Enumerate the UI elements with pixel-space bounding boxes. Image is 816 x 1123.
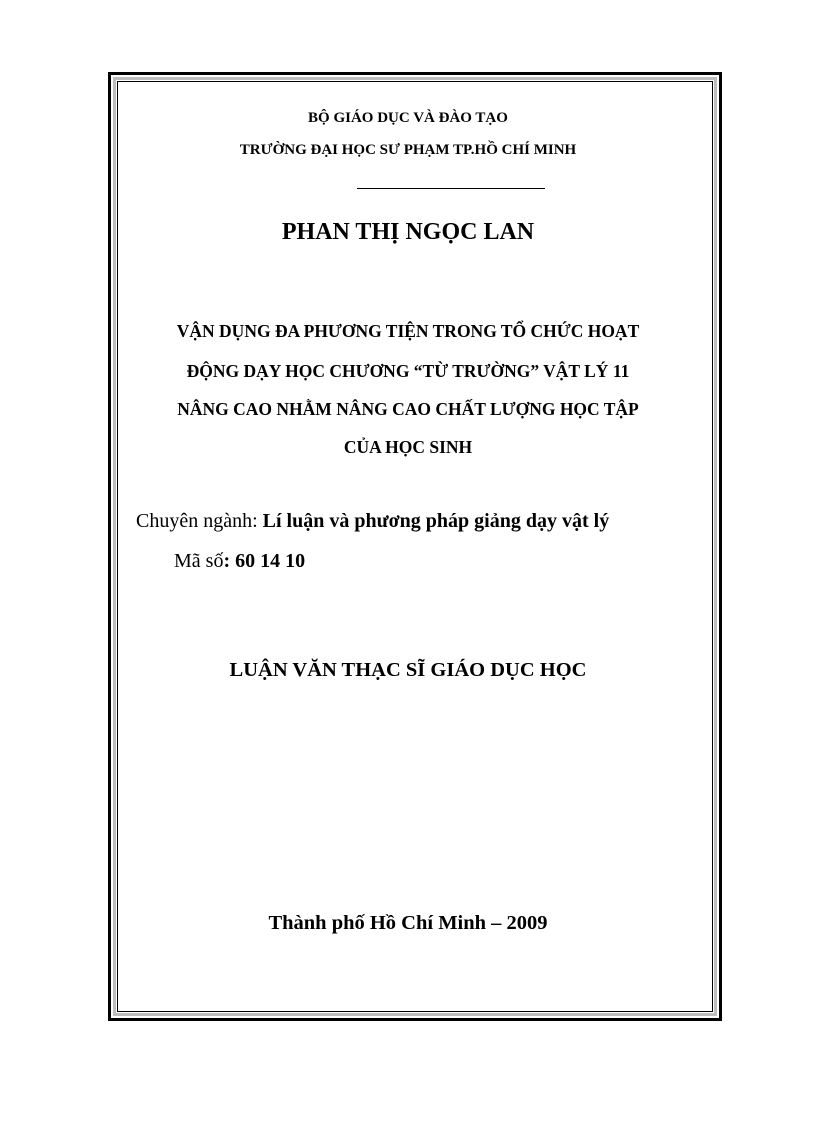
- code-value: : 60 14 10: [223, 550, 306, 572]
- page-border: [108, 72, 722, 1021]
- place-year: Thành phố Hồ Chí Minh – 2009: [268, 912, 548, 934]
- university-heading: TRƯỜNG ĐẠI HỌC SƯ PHẠM TP.HỒ CHÍ MINH: [239, 142, 577, 158]
- ministry-heading: BỘ GIÁO DỤC VÀ ĐÀO TẠO: [308, 110, 508, 126]
- thesis-title-line: NÂNG CAO NHẰM NÂNG CAO CHẤT LƯỢNG HỌC TẬP: [177, 399, 639, 419]
- header-divider: [357, 188, 545, 189]
- specialization-label: Chuyên ngành:: [136, 510, 263, 532]
- specialization-value: Lí luận và phương pháp giảng dạy vật lý: [262, 510, 610, 532]
- thesis-title-line: CỦA HỌC SINH: [343, 437, 473, 457]
- specialization-row: [136, 510, 609, 533]
- degree-title: LUẬN VĂN THẠC SĨ GIÁO DỤC HỌC: [229, 659, 587, 681]
- author-name: PHAN THỊ NGỌC LAN: [281, 219, 535, 245]
- thesis-title-line: ĐỘNG DẠY HỌC CHƯƠNG “TỪ TRƯỜNG” VẬT LÝ 11: [186, 361, 630, 381]
- code-label: Mã số: [174, 550, 224, 572]
- code-row: [174, 550, 305, 573]
- thesis-title-line: VẬN DỤNG ĐA PHƯƠNG TIỆN TRONG TỔ CHỨC HOẠT: [176, 321, 640, 341]
